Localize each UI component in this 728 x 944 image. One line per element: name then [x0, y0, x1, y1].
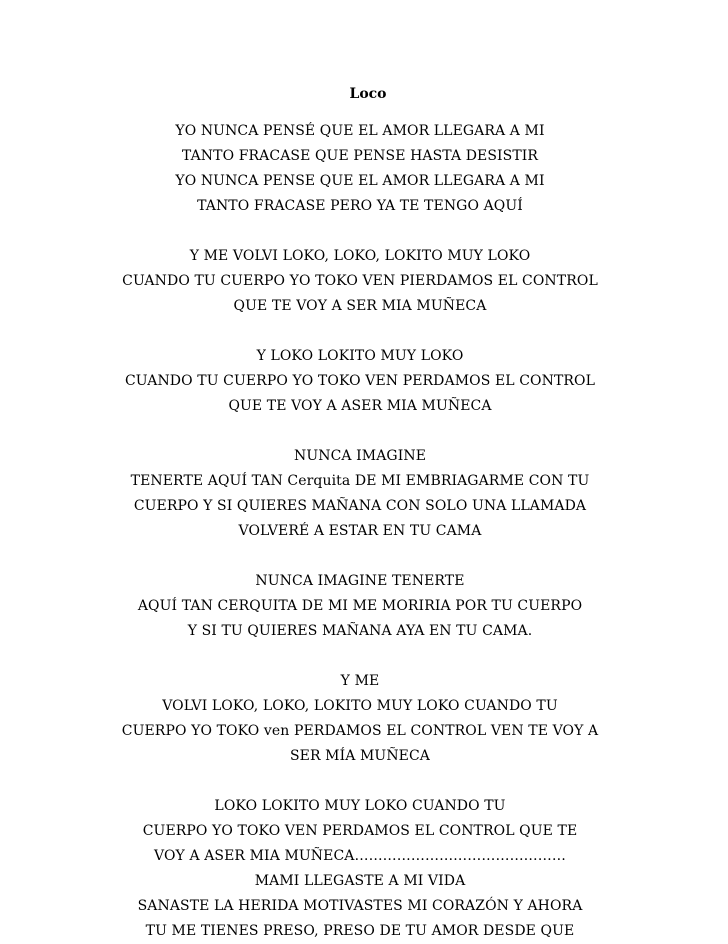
stanza-break [100, 219, 620, 244]
lyric-line: CUANDO TU CUERPO YO TOKO VEN PIERDAMOS EL CONTROL [122, 273, 598, 289]
lyric-line: LOKO LOKITO MUY LOKO CUANDO TU [214, 798, 506, 814]
lyric-line: VOLVERÉ A ESTAR EN TU CAMA [238, 523, 482, 539]
stanza-break [100, 419, 620, 444]
lyric-line: CUERPO YO TOKO VEN PERDAMOS EL CONTROL QUE TE [142, 823, 578, 839]
lyric-line: CUERPO YO TOKO ven PERDAMOS EL CONTROL VEN TE VOY A [121, 723, 599, 739]
lyric-line: YO NUNCA PENSÉ QUE EL AMOR LLEGARA A MI [175, 123, 545, 139]
lyric-line: AQUÍ TAN CERQUITA DE MI ME MORIRIA POR TU CUERPO [137, 598, 583, 614]
lyric-line: TU ME TIENES PRESO, PRESO DE TU AMOR DESDE QUE [145, 923, 575, 939]
stanza-break [100, 319, 620, 344]
lyric-line: Y SI TU QUIERES MAÑANA AYA EN TU CAMA. [187, 623, 533, 639]
lyric-line: CUANDO TU CUERPO YO TOKO VEN PERDAMOS EL CONTROL [124, 373, 596, 389]
lyric-line: NUNCA IMAGINE [293, 448, 427, 464]
stanza-break [100, 544, 620, 569]
lyric-line: Y ME [340, 673, 380, 689]
lyric-line: QUE TE VOY A SER MIA MUÑECA [233, 298, 487, 314]
lyrics-body [100, 119, 620, 944]
lyric-line: TANTO FRACASE QUE PENSE HASTA DESISTIR [181, 148, 539, 164]
lyric-line: SER MÍA MUÑECA [289, 748, 431, 764]
lyric-line: TENERTE AQUÍ TAN Cerquita DE MI EMBRIAGARME CON TU [130, 473, 590, 489]
lyric-line: CUERPO Y SI QUIERES MAÑANA CON SOLO UNA LLAMADA [133, 498, 587, 514]
lyric-line: YO NUNCA PENSE QUE EL AMOR LLEGARA A MI [175, 173, 545, 189]
lyric-line: TANTO FRACASE PERO YA TE TENGO AQUÍ [197, 198, 523, 214]
lyric-line: MAMI LLEGASTE A MI VIDA [254, 873, 466, 889]
lyric-line: VOLVI LOKO, LOKO, LOKITO MUY LOKO CUANDO TU [162, 698, 558, 714]
song-title: Loco [349, 86, 387, 102]
stanza-break [100, 644, 620, 669]
lyric-line: Y LOKO LOKITO MUY LOKO [256, 348, 464, 364]
stanza-break [100, 769, 620, 794]
lyric-line: SANASTE LA HERIDA MOTIVASTES MI CORAZÓN Y AHORA [137, 898, 583, 914]
lyric-line: QUE TE VOY A ASER MIA MUÑECA [228, 398, 492, 414]
lyric-line: VOY A ASER MIA MUÑECA……………………………………… [154, 848, 566, 864]
lyric-line: Y ME VOLVI LOKO, LOKO, LOKITO MUY LOKO [189, 248, 531, 264]
lyric-line: NUNCA IMAGINE TENERTE [255, 573, 465, 589]
